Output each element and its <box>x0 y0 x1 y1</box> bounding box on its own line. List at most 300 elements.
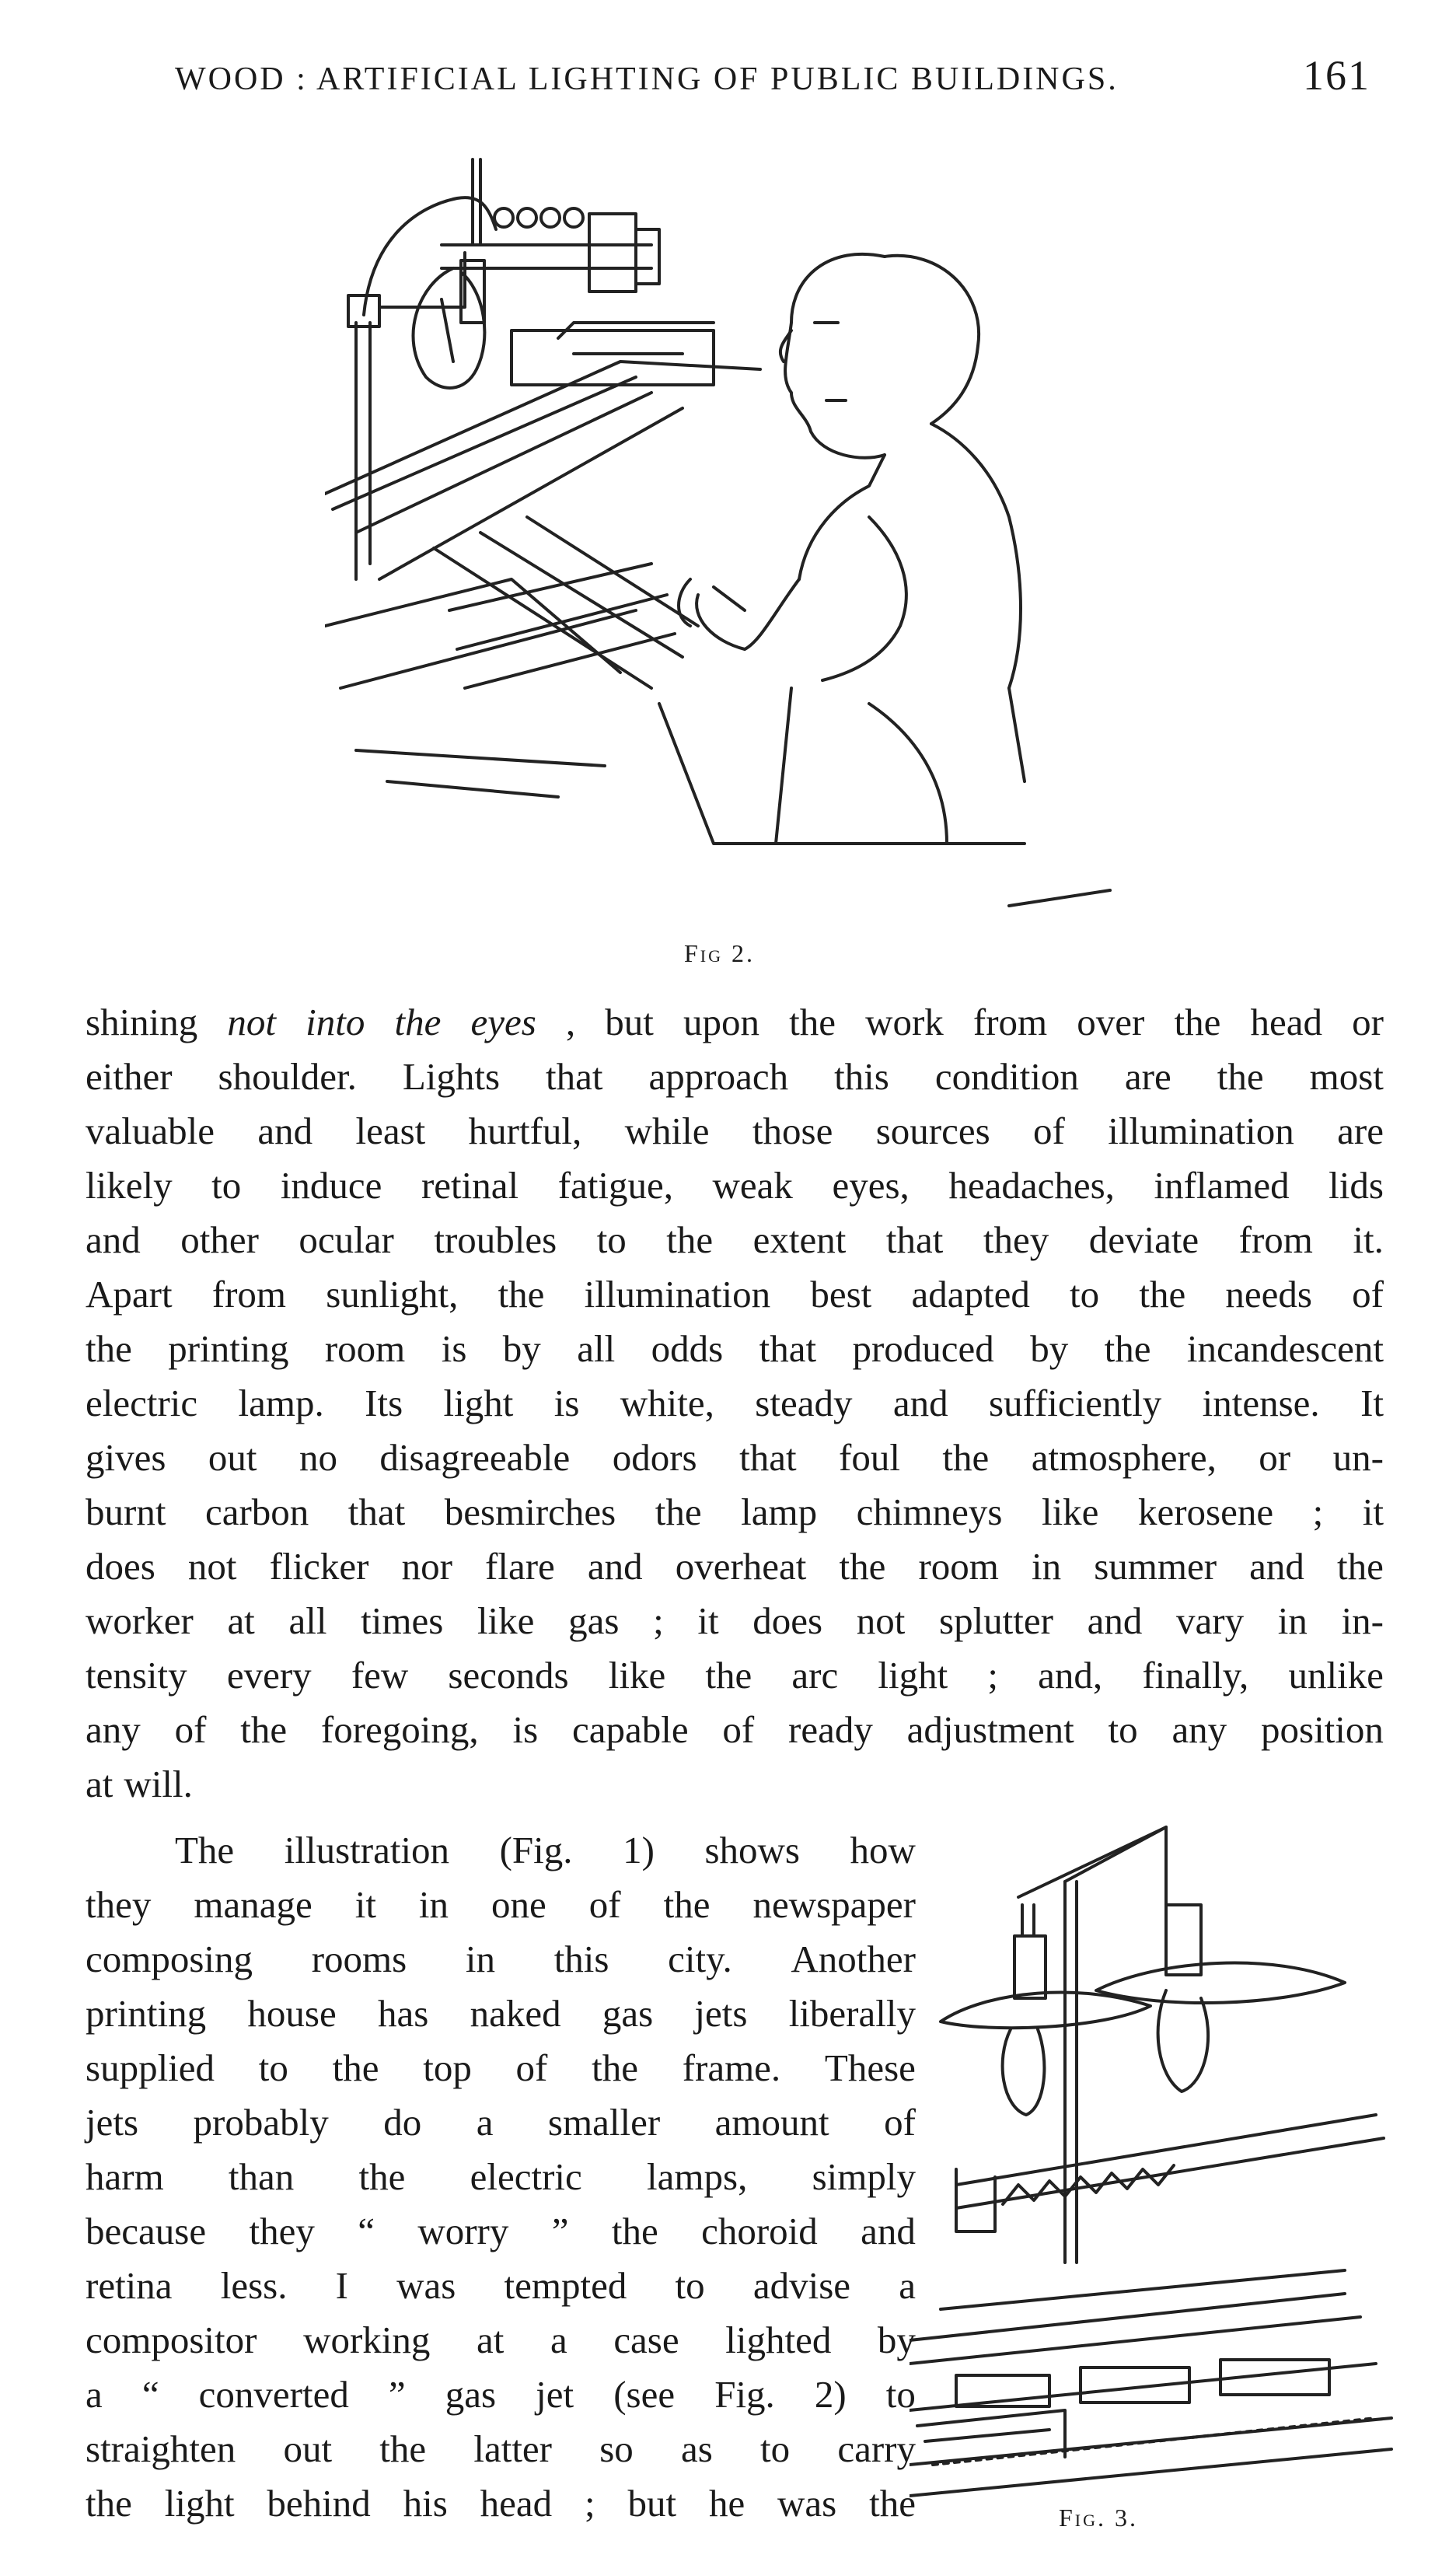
word: gas <box>602 1992 654 2035</box>
word: position <box>1261 1708 1384 1751</box>
word: like <box>608 1654 666 1697</box>
word: approach <box>648 1055 789 1098</box>
word: they <box>983 1218 1049 1261</box>
word: amount <box>714 2101 829 2144</box>
text-line <box>86 2259 916 2313</box>
word: will. <box>124 1763 193 1805</box>
word: a <box>476 2101 494 2144</box>
word: light <box>443 1382 514 1424</box>
text-line <box>86 2368 916 2422</box>
word: working <box>303 2319 431 2361</box>
word: in- <box>1341 1599 1384 1642</box>
word: naked <box>470 1992 561 2035</box>
word: that <box>885 1218 944 1261</box>
word: does <box>752 1599 823 1642</box>
word: chimneys <box>856 1490 1003 1533</box>
word: printing <box>168 1327 289 1370</box>
text-line <box>86 2095 916 2150</box>
word: no <box>299 1436 337 1479</box>
text-line <box>86 1594 1384 1648</box>
word: tensity <box>86 1654 187 1697</box>
word: in <box>1031 1545 1062 1588</box>
word: kerosene <box>1137 1490 1274 1533</box>
word: odors <box>612 1436 697 1479</box>
word: besmirches <box>444 1490 616 1533</box>
word: he <box>708 2482 745 2525</box>
word: out <box>283 2427 333 2470</box>
word: These <box>824 2046 916 2089</box>
word: lamps, <box>647 2155 748 2198</box>
word: while <box>624 1110 710 1152</box>
word: 1) <box>623 1829 655 1871</box>
word: the <box>655 1490 702 1533</box>
word: the <box>592 2046 638 2089</box>
word: lamp. <box>238 1382 324 1424</box>
word: to <box>885 2373 916 2416</box>
word: newspaper <box>752 1883 916 1926</box>
word: white, <box>620 1382 714 1424</box>
text-line <box>86 1878 916 1932</box>
word: room <box>918 1545 999 1588</box>
word: composing <box>86 1938 253 1980</box>
word: head <box>480 2482 553 2525</box>
word: printing <box>86 1992 207 2035</box>
word: lighted <box>725 2319 832 2361</box>
text-line <box>86 1485 1384 1539</box>
word: most <box>1309 1055 1384 1098</box>
word: retinal <box>421 1164 519 1207</box>
word: this <box>834 1055 889 1098</box>
text-line <box>86 2313 916 2368</box>
word: lids <box>1329 1164 1384 1207</box>
word: extent <box>752 1218 847 1261</box>
word: of <box>515 2046 548 2089</box>
word: valuable <box>86 1110 215 1152</box>
word: jets <box>694 1992 748 2035</box>
text-line <box>86 2422 916 2476</box>
word: into <box>306 1001 365 1043</box>
word: converted <box>198 2373 349 2416</box>
word: to <box>675 2264 705 2307</box>
word: shining <box>86 1001 198 1043</box>
word: are <box>1124 1055 1171 1098</box>
word: the <box>839 1545 886 1588</box>
word: of <box>884 2101 916 2144</box>
word: advise <box>752 2264 851 2307</box>
word: jets <box>86 2101 139 2144</box>
word: the <box>498 1273 545 1316</box>
word: harm <box>86 2155 164 2198</box>
word: the <box>379 2427 427 2470</box>
word: gas <box>568 1599 620 1642</box>
word: ” <box>388 2373 406 2416</box>
text-line <box>86 2041 916 2095</box>
word: it <box>354 1883 376 1926</box>
word: ocular <box>299 1218 394 1261</box>
word: adapted <box>911 1273 1030 1316</box>
figure-2-caption: Fig 2. <box>684 939 756 967</box>
word: smaller <box>547 2101 661 2144</box>
text-line <box>86 1823 916 1878</box>
word: from <box>211 1273 287 1316</box>
word: that <box>546 1055 603 1098</box>
word: in <box>418 1883 449 1926</box>
figure-3-illustration <box>910 1796 1407 2511</box>
body-text-wrapped <box>86 1823 916 2531</box>
word: is <box>512 1708 539 1751</box>
word: and <box>1249 1545 1304 1588</box>
word: to <box>596 1218 627 1261</box>
word: disagreeable <box>379 1436 571 1479</box>
word: the <box>358 2155 406 2198</box>
figure-3-caption: Fig. 3. <box>1059 2504 1139 2532</box>
word: and <box>587 1545 643 1588</box>
word: from <box>1238 1218 1313 1261</box>
word: unlike <box>1288 1654 1384 1697</box>
word: not <box>856 1599 906 1642</box>
word: rooms <box>311 1938 407 1980</box>
word: any <box>86 1708 141 1751</box>
word: but <box>627 2482 677 2525</box>
word: to <box>1070 1273 1100 1316</box>
word: of <box>722 1708 755 1751</box>
word: as <box>680 2427 713 2470</box>
word: to <box>258 2046 288 2089</box>
word: splutter <box>939 1599 1053 1642</box>
word: “ <box>141 2373 159 2416</box>
word: liberally <box>788 1992 916 2035</box>
word: city. <box>668 1938 732 1980</box>
word: all <box>288 1599 327 1642</box>
word: likely <box>86 1164 173 1207</box>
word: ready <box>788 1708 873 1751</box>
word: arc <box>791 1654 839 1697</box>
word: condition <box>934 1055 1079 1098</box>
word: and, <box>1038 1654 1103 1697</box>
word: probably <box>193 2101 329 2144</box>
word: incandescent <box>1186 1327 1384 1370</box>
word: the <box>663 1883 711 1926</box>
word: the <box>86 1327 132 1370</box>
word: his <box>403 2482 448 2525</box>
word: of <box>174 1708 207 1751</box>
word: they <box>249 2210 315 2252</box>
word: seconds <box>448 1654 569 1697</box>
word: inflamed <box>1154 1164 1290 1207</box>
word: other <box>180 1218 259 1261</box>
word: it <box>1362 1490 1384 1533</box>
word: needs <box>1225 1273 1312 1316</box>
word: electric <box>86 1382 198 1424</box>
word: manage <box>194 1883 312 1926</box>
word: tempted <box>504 2264 627 2307</box>
word: not <box>227 1001 277 1043</box>
text-line <box>86 2150 916 2204</box>
word: illumination <box>584 1273 771 1316</box>
text-line <box>86 1050 1384 1104</box>
word: than <box>228 2155 295 2198</box>
text-line <box>86 1104 1384 1158</box>
word: either <box>86 1055 173 1098</box>
word: does <box>86 1545 155 1588</box>
word: case <box>613 2319 679 2361</box>
word: and <box>257 1110 313 1152</box>
word: from <box>972 1001 1048 1043</box>
word: atmosphere, <box>1031 1436 1217 1479</box>
word: the <box>240 1708 288 1751</box>
word: work <box>865 1001 944 1043</box>
word: the <box>789 1001 836 1043</box>
word: few <box>351 1654 409 1697</box>
word: house <box>247 1992 337 2035</box>
word: straighten <box>86 2427 236 2470</box>
text-line <box>86 1539 1384 1594</box>
word: best <box>810 1273 872 1316</box>
word: adjustment <box>906 1708 1074 1751</box>
word: vary <box>1176 1599 1245 1642</box>
word: ; <box>653 1599 664 1642</box>
word: at <box>227 1599 255 1642</box>
word: light <box>164 2482 235 2525</box>
word: foregoing, <box>320 1708 479 1751</box>
word: all <box>577 1327 616 1370</box>
word: to <box>760 2427 791 2470</box>
word: that <box>739 1436 797 1479</box>
word: Another <box>791 1938 916 1980</box>
word: ; <box>987 1654 998 1697</box>
word: jet <box>536 2373 574 2416</box>
word: to <box>211 1164 242 1207</box>
word: Lights <box>402 1055 501 1098</box>
word: how <box>850 1829 916 1871</box>
word: by <box>502 1327 541 1370</box>
word: supplied <box>86 2046 215 2089</box>
word: the <box>1217 1055 1264 1098</box>
word: electric <box>470 2155 582 2198</box>
word: least <box>355 1110 426 1152</box>
word: behind <box>267 2482 371 2525</box>
word: less. <box>220 2264 288 2307</box>
text-line <box>86 2204 916 2259</box>
word: they <box>86 1883 152 1926</box>
word: the <box>705 1654 752 1697</box>
word: headaches, <box>948 1164 1115 1207</box>
word: produced <box>852 1327 994 1370</box>
word: every <box>226 1654 312 1697</box>
word: lamp <box>741 1490 818 1533</box>
word: weak <box>712 1164 793 1207</box>
word: head <box>1250 1001 1322 1043</box>
word: at <box>477 2319 505 2361</box>
word: by <box>1030 1327 1069 1370</box>
word: flare <box>485 1545 555 1588</box>
word: over <box>1077 1001 1145 1043</box>
word: ; <box>1312 1490 1324 1533</box>
word: is <box>553 1382 580 1424</box>
word: the <box>394 1001 442 1043</box>
word: 2) <box>814 2373 847 2416</box>
text-line <box>86 1213 1384 1267</box>
word: deviate <box>1088 1218 1199 1261</box>
word: un- <box>1332 1436 1384 1479</box>
word: troubles <box>434 1218 557 1261</box>
word: times <box>361 1599 444 1642</box>
word: ” <box>551 2210 569 2252</box>
word: at <box>86 1763 113 1805</box>
word: the <box>942 1436 990 1479</box>
word: (see <box>613 2373 676 2416</box>
word: frame. <box>682 2046 781 2089</box>
word: , <box>565 1001 576 1043</box>
word: of <box>588 1883 621 1926</box>
running-head: WOOD : ARTIFICIAL LIGHTING OF PUBLIC BUILDINGS. <box>175 61 1119 97</box>
word: It <box>1360 1382 1384 1424</box>
word: in <box>465 1938 496 1980</box>
word: illustration <box>284 1829 450 1871</box>
word: sources <box>875 1110 990 1152</box>
text-line <box>86 1431 1384 1485</box>
word: compositor <box>86 2319 257 2361</box>
text-line <box>86 995 1384 1050</box>
word: overheat <box>675 1545 807 1588</box>
word: and <box>1087 1599 1143 1642</box>
word: The <box>175 1829 235 1871</box>
word: this <box>553 1938 609 1980</box>
word: one <box>491 1883 546 1926</box>
word: Fig. <box>714 2373 775 2416</box>
word: to <box>1108 1708 1138 1751</box>
word: odds <box>651 1327 724 1370</box>
word: summer <box>1094 1545 1217 1588</box>
word: and <box>861 2210 916 2252</box>
word: ; <box>585 2482 595 2525</box>
word: worry <box>417 2210 509 2252</box>
word: the <box>86 2482 132 2525</box>
word: retina <box>86 2264 173 2307</box>
text-line <box>86 1703 1384 1757</box>
word: induce <box>280 1164 382 1207</box>
word: light <box>878 1654 948 1697</box>
word: was <box>396 2264 456 2307</box>
word: of <box>1352 1273 1384 1316</box>
word: Its <box>365 1382 403 1424</box>
word: by <box>877 2319 916 2361</box>
word: a <box>899 2264 916 2307</box>
text-line <box>86 2476 916 2531</box>
text-line <box>86 1376 1384 1431</box>
text-line <box>86 1267 1384 1322</box>
word: in <box>1277 1599 1308 1642</box>
word: any <box>1171 1708 1227 1751</box>
word: that <box>347 1490 406 1533</box>
word: the <box>611 2210 658 2252</box>
word: of <box>1033 1110 1065 1152</box>
page-number: 161 <box>1303 52 1370 99</box>
word: the <box>1139 1273 1186 1316</box>
word: those <box>752 1110 833 1152</box>
word: or <box>1352 1001 1384 1043</box>
word: shows <box>704 1829 800 1871</box>
word: like <box>477 1599 535 1642</box>
word: fatigue, <box>557 1164 673 1207</box>
word: was <box>777 2482 837 2525</box>
text-line <box>86 1932 916 1987</box>
word: gives <box>86 1436 166 1479</box>
word: do <box>383 2101 422 2144</box>
word: that <box>759 1327 817 1370</box>
word: eyes <box>470 1001 536 1043</box>
word: “ <box>358 2210 375 2252</box>
word: the <box>666 1218 714 1261</box>
word: not <box>187 1545 237 1588</box>
word: worker <box>86 1599 194 1642</box>
word: the <box>1337 1545 1384 1588</box>
word: like <box>1041 1490 1099 1533</box>
word: capable <box>571 1708 689 1751</box>
word: foul <box>839 1436 900 1479</box>
word: flicker <box>269 1545 369 1588</box>
text-line <box>86 1648 1384 1703</box>
word: it <box>697 1599 719 1642</box>
word: has <box>378 1992 429 2035</box>
word: a <box>86 2373 103 2416</box>
word: out <box>208 1436 257 1479</box>
word: upon <box>683 1001 759 1043</box>
word: the <box>1174 1001 1221 1043</box>
body-text <box>86 995 1384 1812</box>
text-line <box>86 1158 1384 1213</box>
word: nor <box>401 1545 452 1588</box>
word: eyes, <box>832 1164 910 1207</box>
text-line <box>86 1322 1384 1376</box>
word: I <box>335 2264 348 2307</box>
word: is <box>441 1327 467 1370</box>
word: intense. <box>1202 1382 1320 1424</box>
word: so <box>599 2427 634 2470</box>
word: burnt <box>86 1490 166 1533</box>
word: Apart <box>86 1273 173 1316</box>
word: are <box>1337 1110 1384 1152</box>
word: carry <box>837 2427 916 2470</box>
word: illumination <box>1108 1110 1294 1152</box>
word: finally, <box>1142 1654 1249 1697</box>
text-line <box>86 1987 916 2041</box>
word: it. <box>1353 1218 1384 1261</box>
word: carbon <box>204 1490 309 1533</box>
word: steady <box>755 1382 853 1424</box>
word: gas <box>445 2373 497 2416</box>
word: sufficiently <box>988 1382 1162 1424</box>
word: and <box>86 1218 141 1261</box>
word: the <box>869 2482 916 2525</box>
word: the <box>1104 1327 1151 1370</box>
word: latter <box>473 2427 552 2470</box>
word: shoulder. <box>218 1055 357 1098</box>
word: choroid <box>701 2210 818 2252</box>
word: sunlight, <box>326 1273 459 1316</box>
word: but <box>605 1001 654 1043</box>
word: and <box>892 1382 948 1424</box>
word: or <box>1259 1436 1291 1479</box>
word: top <box>423 2046 472 2089</box>
word: hurtful, <box>468 1110 582 1152</box>
figure-2-illustration <box>325 144 1118 921</box>
word: (Fig. <box>499 1829 573 1871</box>
word: the <box>332 2046 379 2089</box>
word: a <box>550 2319 567 2361</box>
word: because <box>86 2210 207 2252</box>
word: simply <box>812 2155 916 2198</box>
